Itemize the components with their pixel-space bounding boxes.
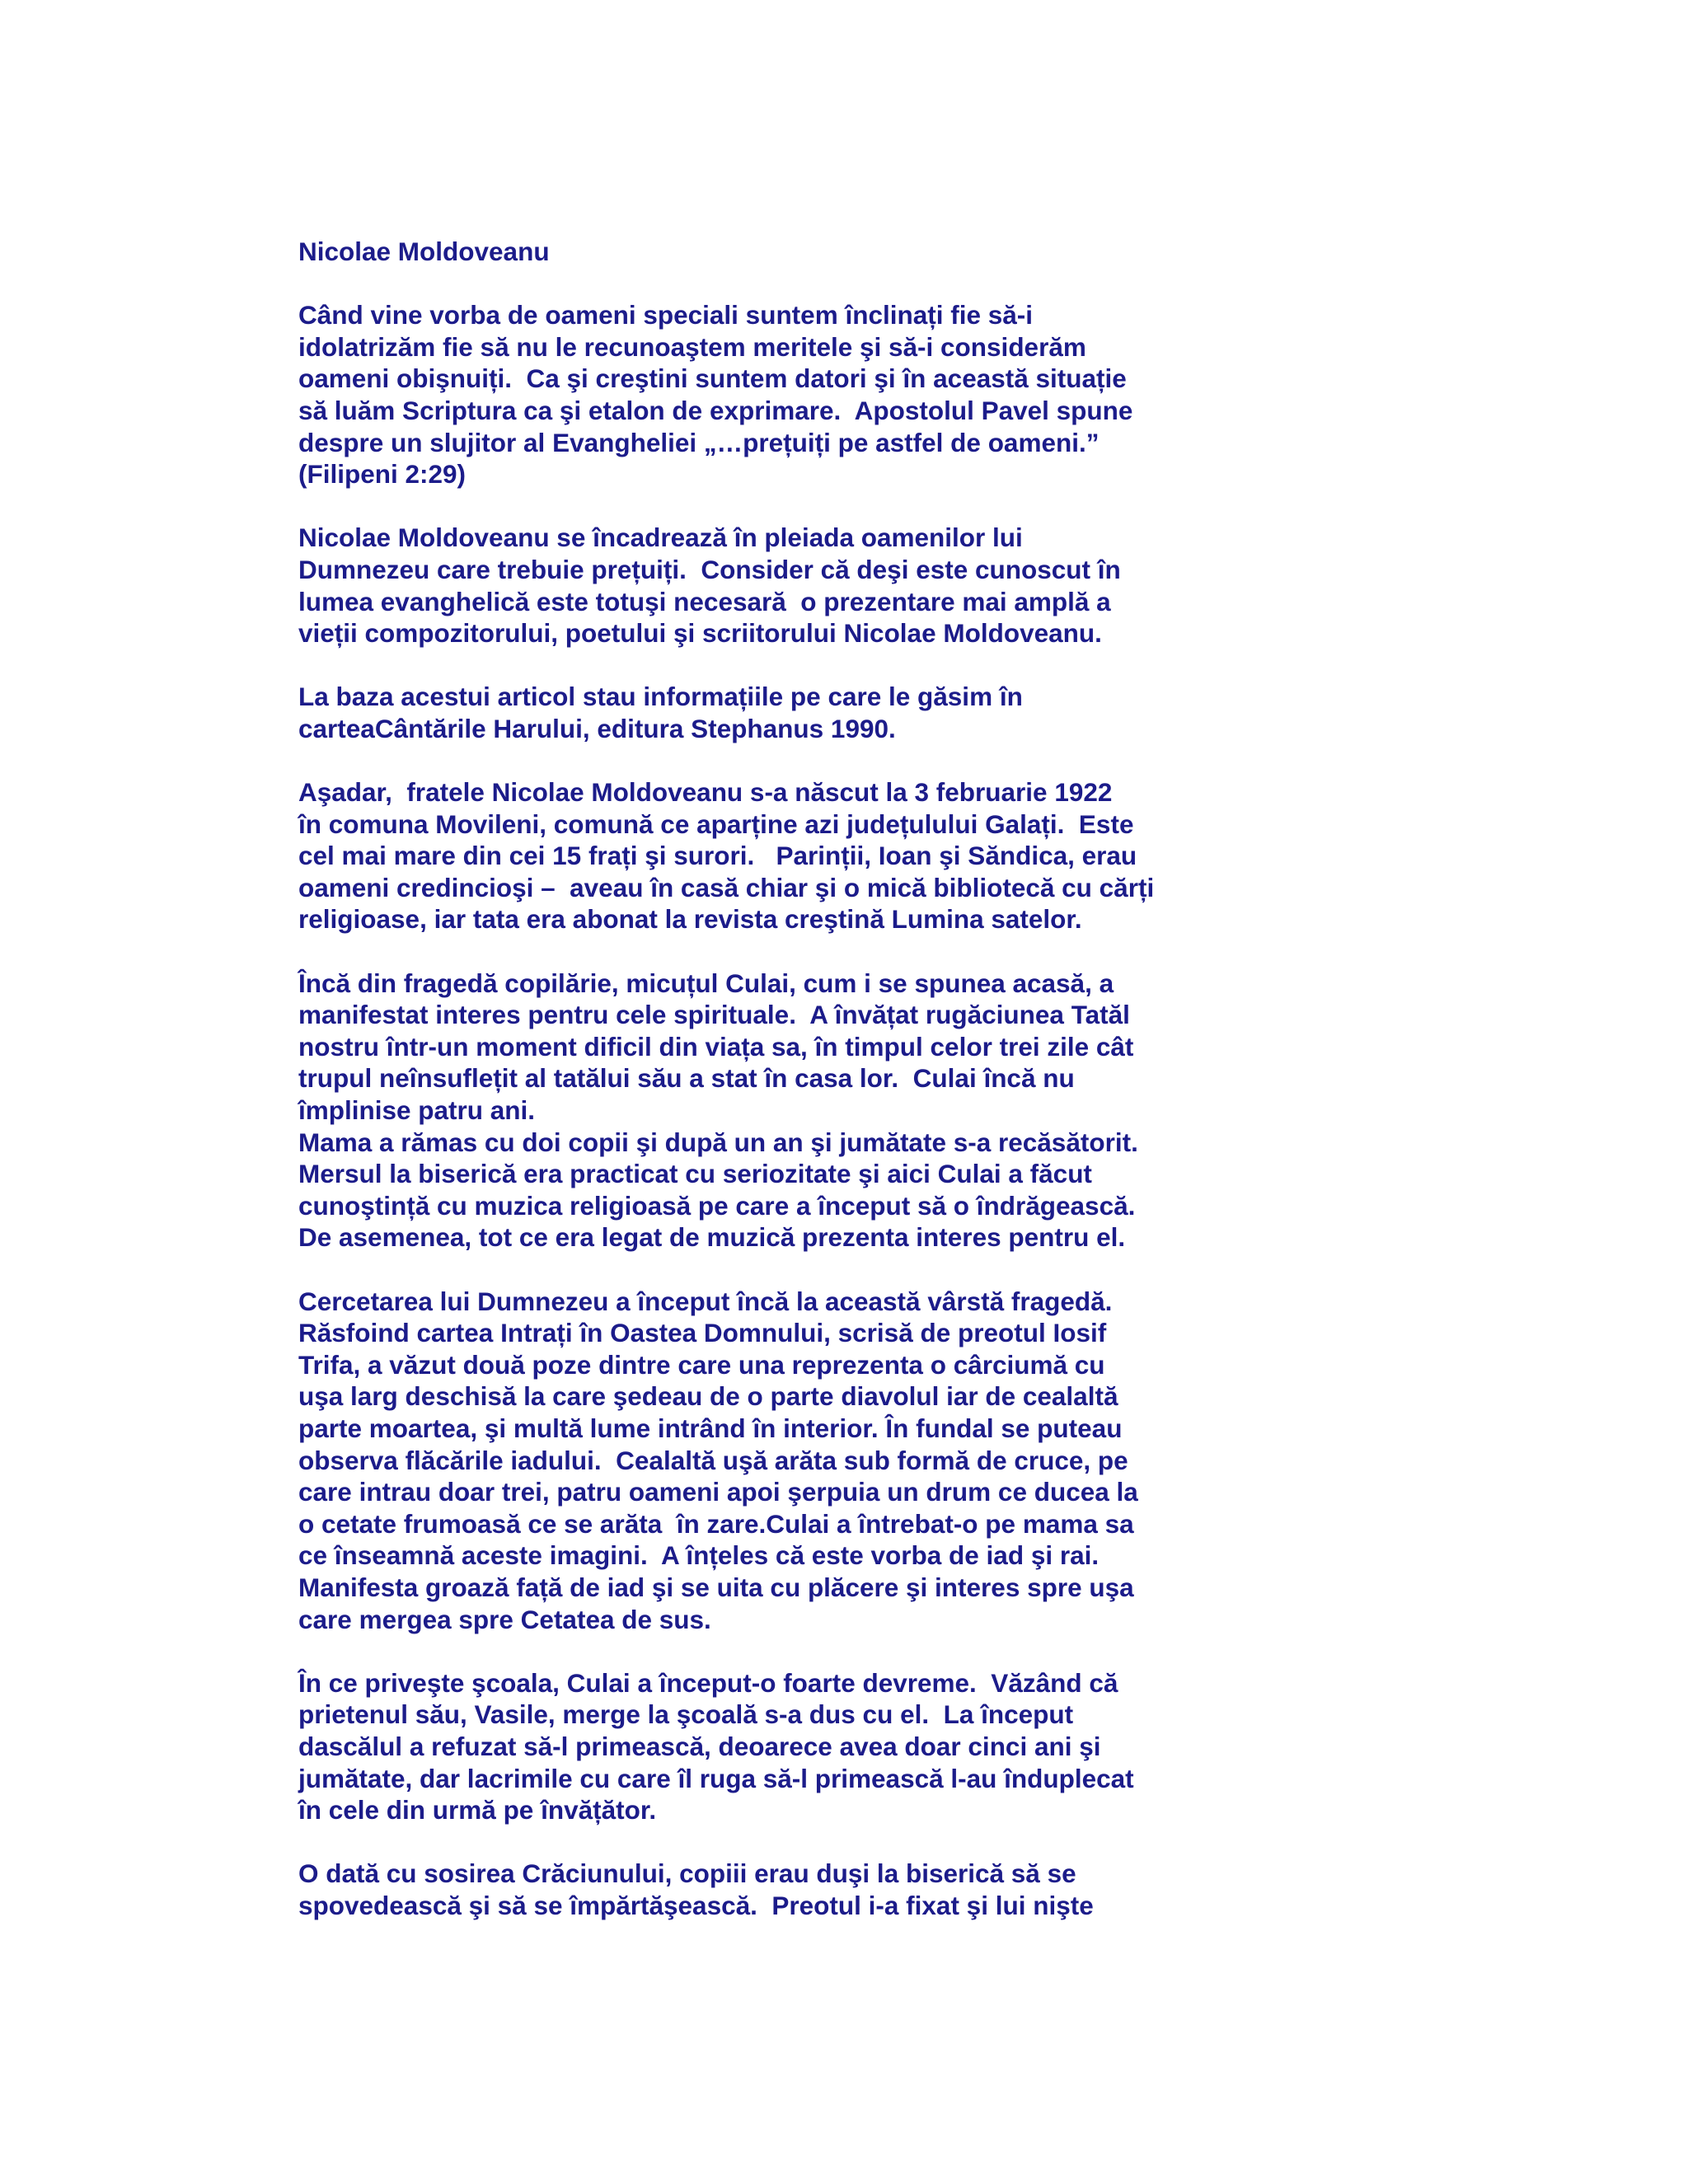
paragraph — [298, 1286, 1246, 1636]
text-line: Nicolae Moldoveanu se încadrează în pleiada oamenilor lui — [298, 523, 1023, 553]
text-line: religioase, iar tata era abonat la revista creştină Lumina satelor. — [298, 904, 1082, 935]
text-line: Mama a rămas cu doi copii şi după un an şi jumătate s-a recăsătorit. — [298, 1127, 1138, 1157]
paragraph — [298, 776, 1246, 935]
paragraph — [298, 968, 1246, 1254]
text-line: Cercetarea lui Dumnezeu a început încă la această vârstă fragedă. — [298, 1286, 1113, 1316]
text-line: care intrau doar trei, patru oameni apoi şerpuia un drum ce ducea la — [298, 1477, 1138, 1507]
text-line: care mergea spre Cetatea de sus. — [298, 1604, 711, 1634]
text-line: jumătate, dar lacrimile cu care îl ruga să-l primească l-au înduplecat — [298, 1763, 1134, 1793]
text-line: dascălul a refuzat să-l primească, deoarece avea doar cinci ani şi — [298, 1731, 1101, 1761]
text-line: oameni obişnuiți. Ca şi creştini suntem datori şi în această situație — [298, 363, 1127, 394]
text-line: cunoştință cu muzica religioasă pe care a început să o îndrăgească. — [298, 1190, 1136, 1221]
text-line: trupul neînsuflețit al tatălui său a stat în casa lor. Culai încă nu — [298, 1063, 1075, 1094]
text-line: împlinise patru ani. — [298, 1095, 536, 1126]
paragraph — [298, 1667, 1246, 1826]
text-line: carteaCântările Harului, editura Stephanus 1990. — [298, 713, 896, 743]
text-line: vieții compozitorului, poetului şi scriitorului Nicolae Moldoveanu. — [298, 618, 1102, 649]
text-line: Răsfoind cartea Intrați în Oastea Domnului, scrisă de preotul Iosif — [298, 1318, 1107, 1348]
text-line: Manifesta groază față de iad şi se uita cu plăcere şi interes spre uşa — [298, 1572, 1134, 1602]
text-line: prietenul său, Vasile, merge la şcoală s-a dus cu el. La început — [298, 1699, 1074, 1730]
text-line: observa flăcările iadului. Cealaltă uşă arăta sub formă de cruce, pe — [298, 1445, 1128, 1475]
text-line: În ce priveşte şcoala, Culai a început-o foarte devreme. Văzând că — [298, 1667, 1118, 1698]
paragraph — [298, 522, 1246, 649]
text-line: uşa larg deschisă la care şedeau de o parte diavolul iar de cealaltă — [298, 1381, 1118, 1412]
document-body — [298, 236, 1246, 1921]
text-line: De asemenea, tot ce era legat de muzică prezenta interes pentru el. — [298, 1222, 1126, 1253]
text-line: La baza acestui articol stau informațiile pe care le găsim în — [298, 682, 1023, 712]
text-line: (Filipeni 2:29) — [298, 459, 467, 490]
paragraph-list — [298, 299, 1246, 1921]
text-line: Mersul la biserică era practicat cu seriozitate şi aici Culai a făcut — [298, 1159, 1092, 1189]
text-line: Trifa, a văzut două poze dintre care una reprezenta o cârciumă cu — [298, 1349, 1105, 1380]
text-line: idolatrizăm fie să nu le recunoaştem meritele şi să-i considerăm — [298, 331, 1086, 362]
document-title: Nicolae Moldoveanu — [298, 237, 550, 266]
text-line: în comuna Movileni, comună ce aparține azi județulului Galați. Este — [298, 808, 1134, 839]
text-line: nostru într-un moment dificil din viața sa, în timpul celor trei zile cât — [298, 1031, 1134, 1062]
text-line: cel mai mare din cei 15 frați şi surori. Parinții, Ioan şi Săndica, erau — [298, 841, 1137, 871]
text-line: O dată cu sosirea Crăciunului, copiii erau duşi la biserică să se — [298, 1858, 1076, 1889]
text-line: Când vine vorba de oameni speciali suntem înclinați fie să-i — [298, 300, 1034, 330]
text-line: parte moartea, şi multă lume intrând în interior. În fundal se puteau — [298, 1413, 1123, 1443]
text-line: spovedească şi să se împărtăşească. Preotul i-a fixat şi lui nişte — [298, 1890, 1094, 1920]
text-line: oameni credincioşi – aveau în casă chiar şi o mică bibliotecă cu cărți — [298, 872, 1155, 902]
text-line: Încă din fragedă copilărie, micuțul Culai, cum i se spunea acasă, a — [298, 968, 1114, 998]
text-line: să luăm Scriptura ca şi etalon de exprimare. Apostolul Pavel spune — [298, 395, 1133, 425]
text-line: o cetate frumoasă ce se arăta în zare.Culai a întrebat-o pe mama sa — [298, 1508, 1134, 1539]
paragraph — [298, 681, 1246, 744]
text-line: manifestat interes pentru cele spirituale. A învățat rugăciunea Tatăl — [298, 1000, 1130, 1030]
paragraph — [298, 1858, 1246, 1921]
text-line: Dumnezeu care trebuie prețuiți. Consider că deşi este cunoscut în — [298, 554, 1121, 584]
text-line: despre un slujitor al Evangheliei „…prețuiți pe astfel de oameni.” — [298, 427, 1100, 457]
text-line: lumea evanghelică este totuşi necesară o prezentare mai amplă a — [298, 586, 1111, 616]
text-line: în cele din urmă pe învățător. — [298, 1795, 657, 1825]
text-line: ce înseamnă aceste imagini. A înțeles că este vorba de iad şi rai. — [298, 1540, 1100, 1571]
text-line: Aşadar, fratele Nicolae Moldoveanu s-a născut la 3 februarie 1922 — [298, 777, 1113, 808]
paragraph — [298, 299, 1246, 490]
